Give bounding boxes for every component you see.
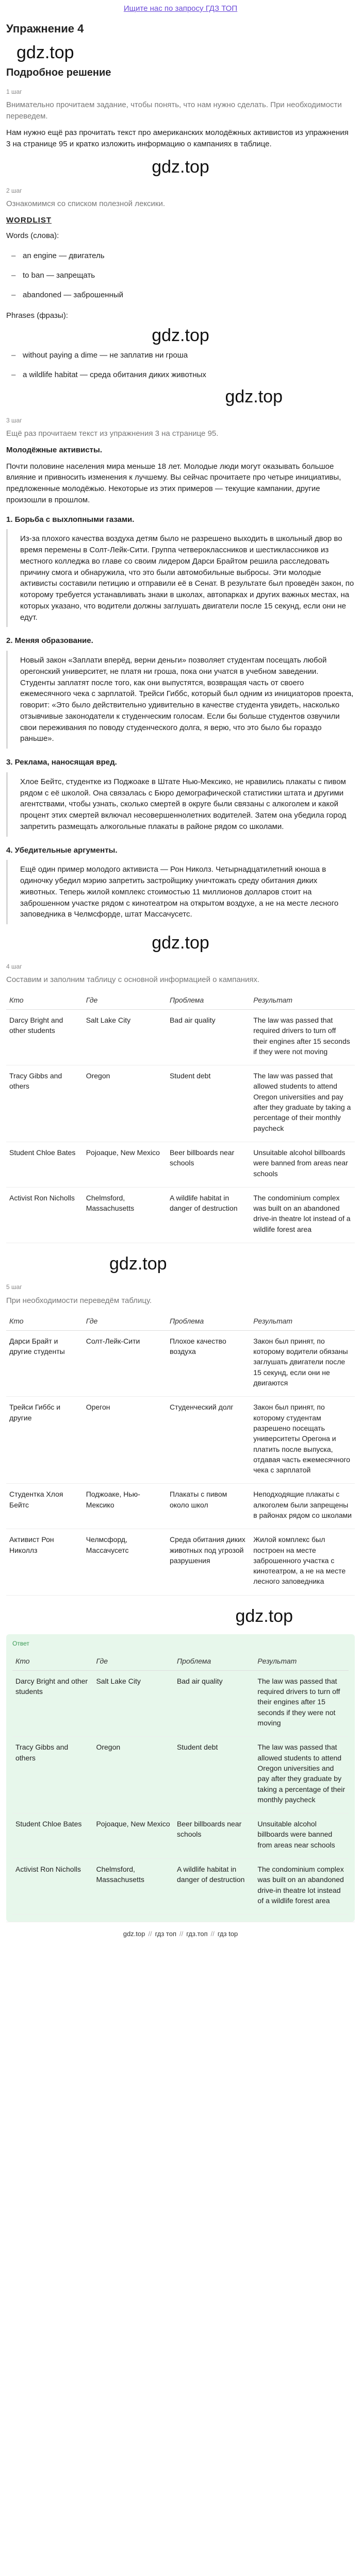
watermark: gdz.top [225,387,283,407]
cell: Tracy Gibbs and others [12,1737,93,1814]
col-header: Где [83,991,167,1010]
text-intro: Почти половине населения мира меньше 18 лет. Молодые люди могут оказывать большое влияние и привносить изменения к лучшему. Вы сейчас прочитаете про четыре инициативы, предложенные молодёжью. Некоторые из этих примеров — текущие кампании, другие произошли в прошлом. [6,462,341,504]
step-4-label: 4 шаг [6,962,22,970]
col-header: Где [83,1312,167,1331]
cell: Oregon [83,1065,167,1142]
section-heading: 1. Борьба с выхлопными газами. [6,515,135,524]
section-text: Ещё один пример молодого активиста — Рон Николз. Четырнадцатилетний юноша в одиночку убедил мэрию запретить застройщику уничтожать среду обитания диких животных. Теперь жилой комплекс стоимостью 11 миллионов долларов стоит на заброшенном участке рядом с кинотеатром на открытом воздухе, а не на месте лесного заповедника в Челмсфорде, штат Массачусетс. [6,860,355,924]
step-3-note: Ещё раз прочитаем текст из упражнения 3 на странице 95. [6,429,219,438]
cell: The condominium complex was built on an abandoned drive-in theatre lot instead of a wildlife forest area [250,1187,355,1243]
col-header: Где [93,1652,173,1671]
list-item: – to ban — запрещать [11,266,355,285]
footer-link[interactable]: гдз top [217,1930,238,1938]
col-header: Кто [6,991,83,1010]
cell: The law was passed that allowed students to attend Oregon universities and pay after they graduate by taking a percentage of their monthly paycheck [250,1065,355,1142]
cell: Неподходящие плакаты с алкоголем были запрещены в районах рядом со школами [250,1484,355,1529]
cell: Beer billboards near schools [167,1142,250,1187]
step-2-note: Ознакомимся со списком полезной лексики. [6,199,166,209]
step-5-label: 5 шаг [6,1283,22,1291]
cell: Студенческий долг [167,1397,250,1484]
cell: Student debt [167,1065,250,1142]
cell: Oregon [93,1737,173,1814]
cell: Activist Ron Nicholls [12,1859,93,1914]
table-row [6,1142,355,1187]
campaign-table-ru [6,1312,355,1596]
cell: Chelmsford, Massachusetts [93,1859,173,1914]
cell: The condominium complex was built on an abandoned drive-in theatre lot instead of a wildlife forest area [254,1859,349,1914]
col-header: Результат [250,1312,355,1331]
table-header-row [6,991,355,1010]
col-header: Кто [12,1652,93,1671]
cell: Salt Lake City [93,1670,173,1736]
section-heading: 3. Реклама, наносящая вред. [6,758,117,767]
cell: Chelmsford, Massachusetts [83,1187,167,1243]
table-row [6,1529,355,1595]
table-header-row [12,1652,349,1671]
footer-sep: // [148,1930,152,1938]
watermark: gdz.top [152,157,209,177]
table-row [6,1484,355,1529]
step-1-label: 1 шаг [6,88,22,96]
promo-link[interactable]: Ищите нас по запросу ГДЗ ТОП [123,4,238,13]
watermark-row [6,40,355,65]
cell: Student debt [174,1737,254,1814]
cell: Activist Ron Nicholls [6,1187,83,1243]
cell: Закон был принят, по которому водители обязаны заглушать двигатели после 15 секунд, если они не двигаются [250,1330,355,1396]
step-5-note: При необходимости переведём таблицу. [6,1296,152,1305]
cell: Закон был принят, по которому студентам разрешено посещать университеты Орегона и платить после выпуска, отдавая часть ежемесячного чека с зарплатой [250,1397,355,1484]
table-row [12,1670,349,1736]
words-label: Words (слова): [6,231,59,240]
cell: Bad air quality [167,1009,250,1065]
section-text: Хлое Бейтс, студентке из Поджоаке в Штате Нью-Мексико, не нравились плакаты с пивом рядом с её школой. Она связалась с Бюро демографической статистики штата и другими агентствами, чтобы узнать, сколько смертей в округе были связаны с алкоголем и какой процент этих смертей включал несовершеннолетних водителей. Затем она убедила город запретить размещать алкогольные плакаты в районе рядом со школами. [6,772,355,837]
table-row [6,1009,355,1065]
cell: Плакаты с пивом около школ [167,1484,250,1529]
cell: Tracy Gibbs and others [6,1065,83,1142]
col-header: Кто [6,1312,83,1331]
cell: A wildlife habitat in danger of destruction [174,1859,254,1914]
cell: Salt Lake City [83,1009,167,1065]
wordlist-heading: WORDLIST [6,215,52,225]
words-list [6,246,355,304]
cell: Плохое качество воздуха [167,1330,250,1396]
cell: The law was passed that required drivers to turn off their engines after 15 seconds if they were not moving [250,1009,355,1065]
footer [6,1922,355,1944]
answer-label: Ответ [12,1640,29,1648]
col-header: Результат [254,1652,349,1671]
cell: Darcy Bright and other students [6,1009,83,1065]
table-row [12,1859,349,1914]
cell: Жилой комплекс был построен на месте заброшенного участка с кинотеатром, а не на месте лесного заповедника [250,1529,355,1595]
col-header: Проблема [167,991,250,1010]
page-subtitle: Подробное решение [6,67,111,79]
section-text: Из-за плохого качества воздуха детям было не разрешено выходить в школьный двор во время перемены в Солт-Лейк-Сити. Группа четвероклассников и шестиклассников из местного колледжа во главе со своим лидером Дарси Брайтом решила расследовать причину смога и обнаружила, что это были автомобильные выбросы. Эти молодые активисты составили петицию и отправили её в Сенат. В результате был проведён закон, по которому требуется устанавливать знаки в школах, автопарках и других важных местах, на которых указано, что водители должны заглушать двигатели после 15 секунд, если они не едут. [6,529,355,627]
cell: Дарси Брайт и другие студенты [6,1330,83,1396]
cell: The law was passed that required drivers to turn off their engines after 15 seconds if they were not moving [254,1670,349,1736]
col-header: Проблема [167,1312,250,1331]
phrases-list [6,346,355,385]
table-header-row [6,1312,355,1331]
cell: Среда обитания диких животных под угрозой разрушения [167,1529,250,1595]
list-item: – an engine — двигатель [11,246,355,266]
watermark: gdz.top [109,1254,167,1274]
answer-block [6,1634,355,1922]
section-heading: 4. Убедительные аргументы. [6,845,118,855]
step-1-note: Внимательно прочитаем задание, чтобы понять, что нам нужно сделать. При необходимости переведем. [6,100,342,121]
cell: Pojoaque, New Mexico [83,1142,167,1187]
footer-link[interactable]: гдз топ [155,1930,177,1938]
table-row [6,1065,355,1142]
answer-table [12,1652,349,1915]
phrases-label: Phrases (фразы): [6,311,68,320]
cell: Bad air quality [174,1670,254,1736]
footer-link[interactable]: gdz.top [123,1930,145,1938]
watermark: gdz.top [152,933,209,953]
step-4-note: Составим и заполним таблицу с основной информацией о кампаниях. [6,975,260,984]
text-heading: Молодёжные активисты. [6,445,102,454]
cell: Орегон [83,1397,167,1484]
watermark: gdz.top [235,1606,293,1626]
campaign-table-en [6,991,355,1243]
section-heading: 2. Меняя образование. [6,636,93,646]
cell: Челмсфорд, Массачусетс [83,1529,167,1595]
cell: Unsuitable alcohol billboards were banned from areas near schools [254,1814,349,1859]
list-item: – abandoned — заброшенный [11,285,355,305]
cell: Beer billboards near schools [174,1814,254,1859]
list-item: – a wildlife habitat — среда обитания диких животных [11,365,355,385]
col-header: Проблема [174,1652,254,1671]
cell: Студентка Хлоя Бейтс [6,1484,83,1529]
cell: Трейси Гиббс и другие [6,1397,83,1484]
step-1-text: Нам нужно ещё раз прочитать текст про американских молодёжных активистов из упражнения 3 на странице 95 и кратко изложить информацию о кампаниях в таблице. [6,128,349,148]
step-3-label: 3 шаг [6,416,22,424]
cell: Unsuitable alcohol billboards were banned from areas near schools [250,1142,355,1187]
table-row [6,1397,355,1484]
table-row [12,1814,349,1859]
cell: Активист Рон Николлз [6,1529,83,1595]
cell: Darcy Bright and other students [12,1670,93,1736]
cell: The law was passed that allowed students to attend Oregon universities and pay after they graduate by taking a percentage of their monthly paycheck [254,1737,349,1814]
section-text: Новый закон «Заплати вперёд, верни деньги» позволяет студентам посещать любой орегонский университет, не платя ни гроша, пока они учатся в учебном заведении. Студенты заплатят после того, как они выпустятся, возвращая часть от своего ежемесячного чека с зарплатой. Трейси Гиббс, который был одним из инициаторов проекта, говорит: «Это было действительно удивительно в качестве студента увидеть, насколько отзывчивые законодатели к студенческим голосам. Если бы больше студентов озвучили свои переживания по поводу студенческого долга, я верю, что это было бы гораздо раньше». [6,651,355,749]
footer-link[interactable]: гдз.топ [186,1930,208,1938]
cell: Student Chloe Bates [12,1814,93,1859]
watermark: gdz.top [17,42,74,62]
cell: Поджоаке, Нью-Мексико [83,1484,167,1529]
table-row [6,1187,355,1243]
table-row [12,1737,349,1814]
cell: Солт-Лейк-Сити [83,1330,167,1396]
table-row [6,1330,355,1396]
footer-sep: // [210,1930,215,1938]
page-title: Упражнение 4 [6,22,84,35]
cell: Student Chloe Bates [6,1142,83,1187]
footer-sep: // [179,1930,184,1938]
step-2-label: 2 шаг [6,187,22,194]
cell: Pojoaque, New Mexico [93,1814,173,1859]
cell: A wildlife habitat in danger of destruction [167,1187,250,1243]
watermark: gdz.top [152,326,209,346]
list-item: – without paying a dime — не заплатив ни гроша [11,346,355,365]
col-header: Результат [250,991,355,1010]
